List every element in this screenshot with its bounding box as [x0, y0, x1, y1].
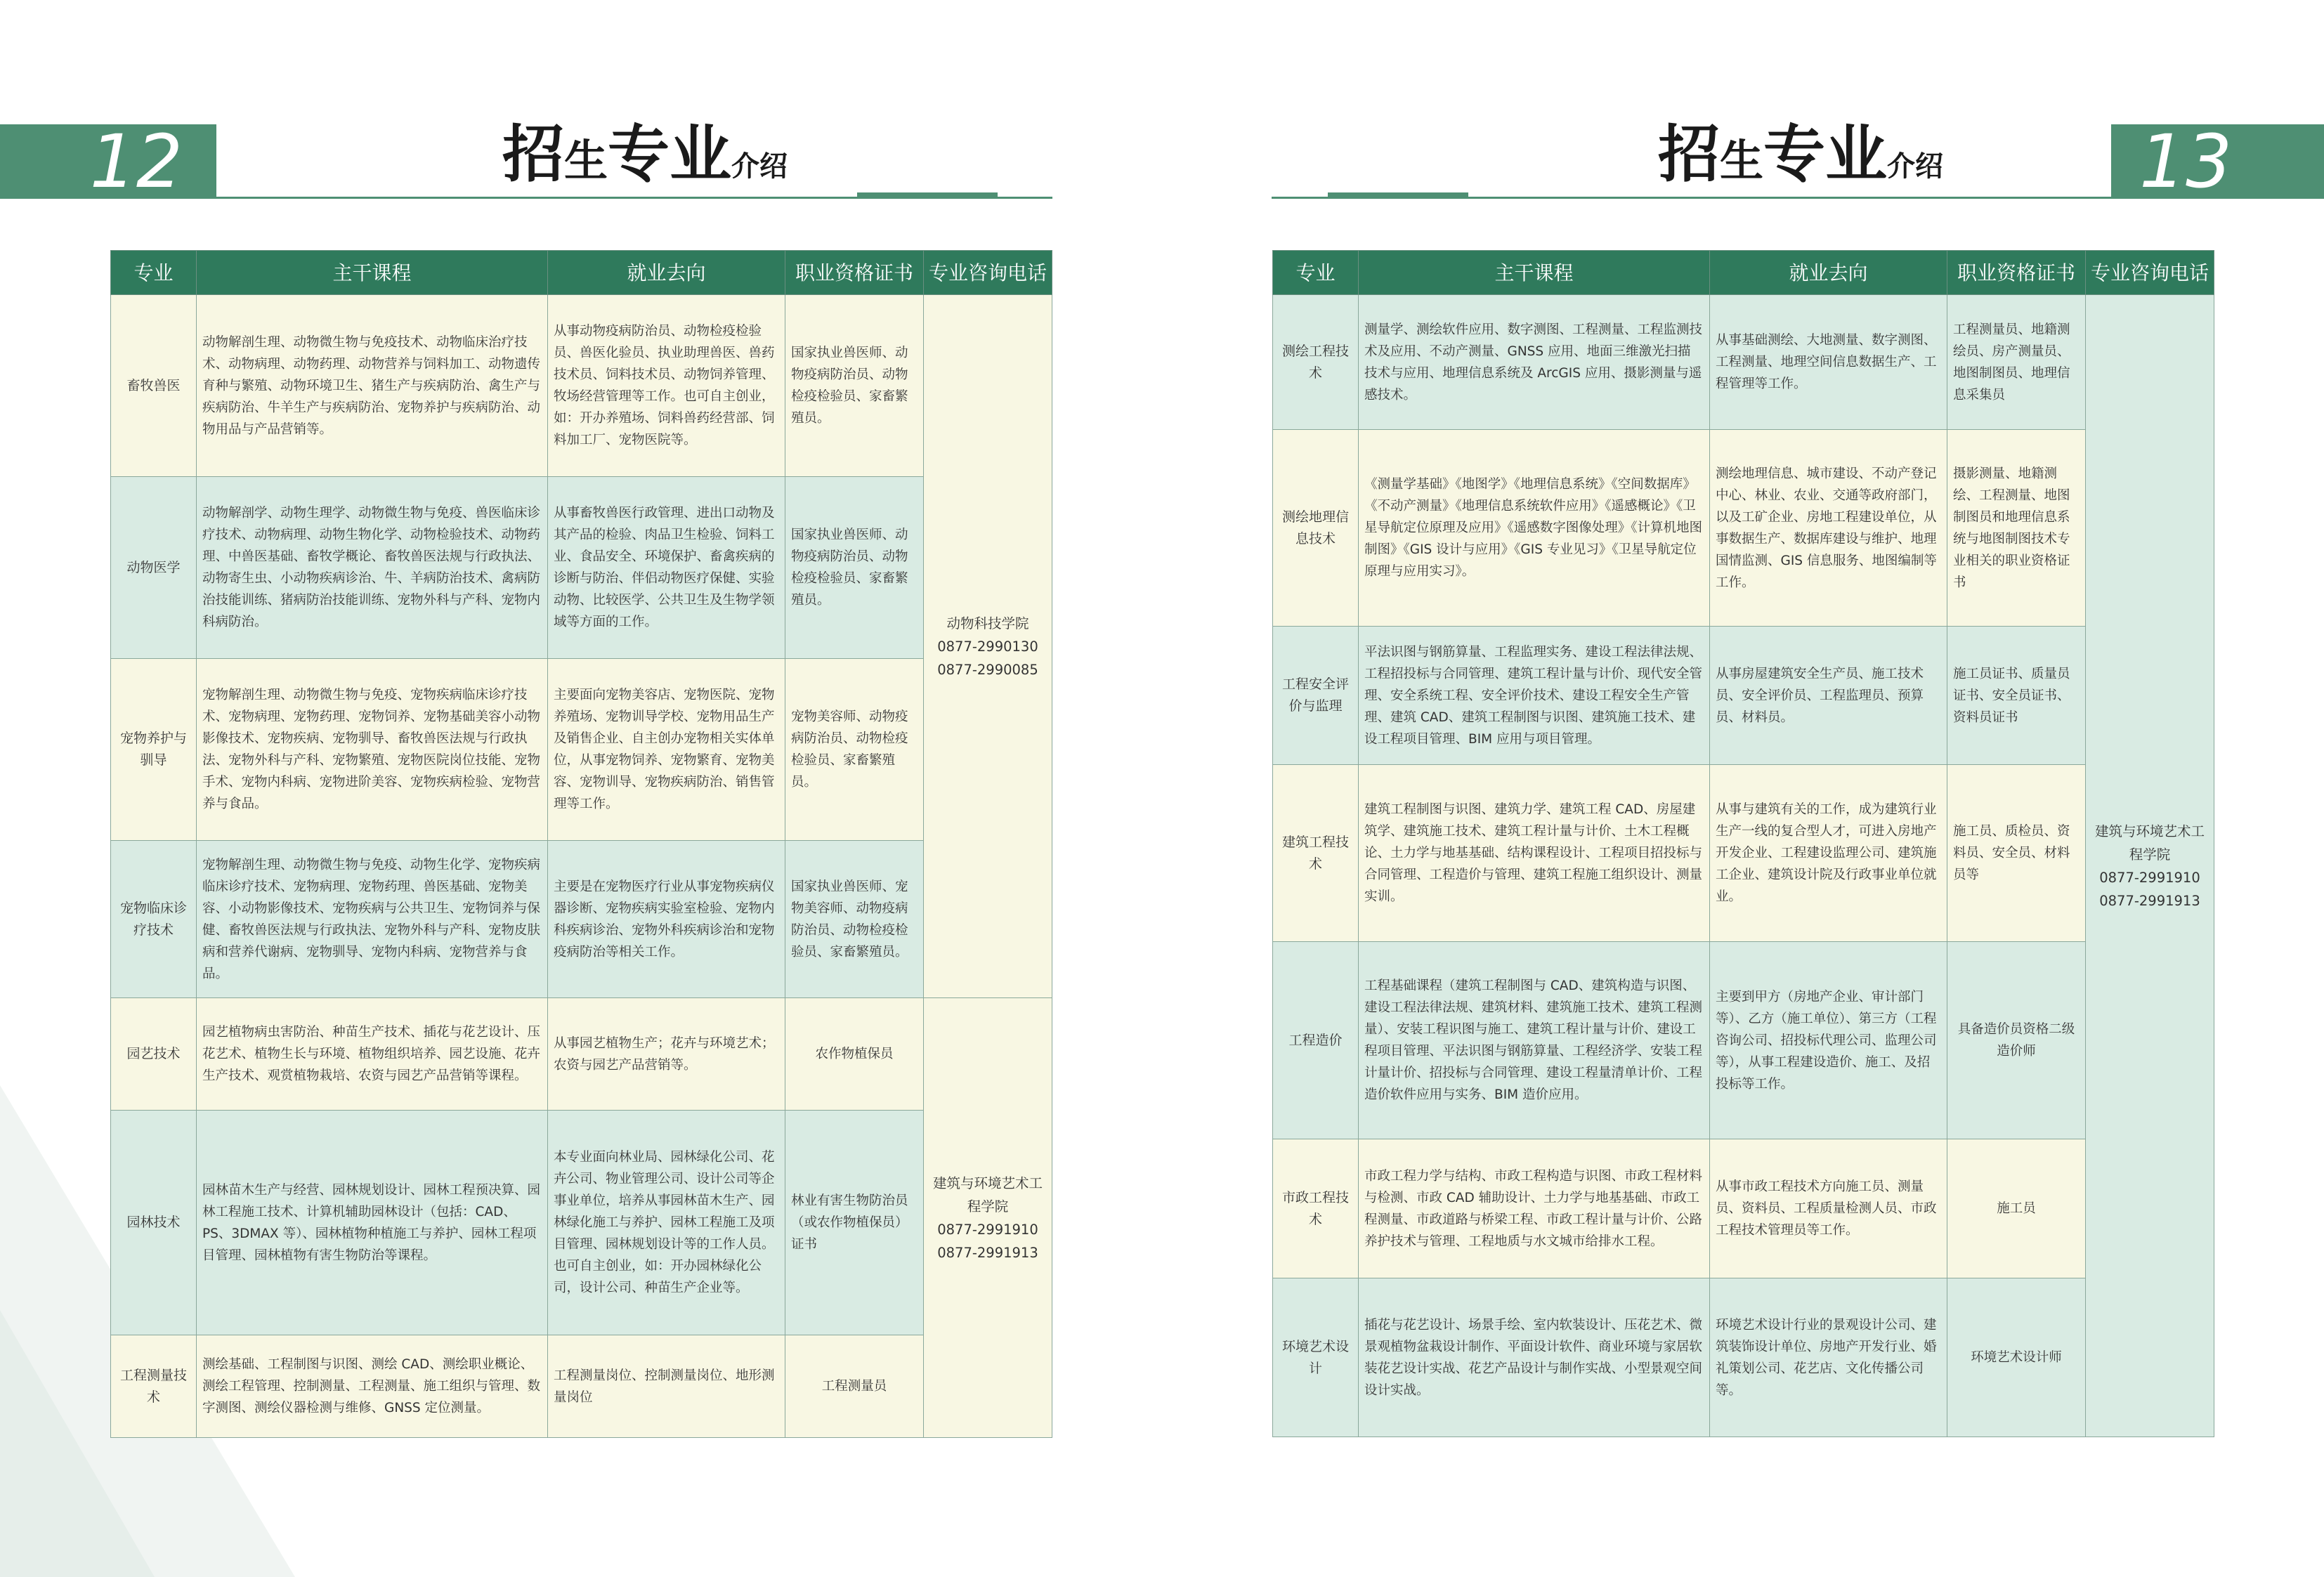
table-row: [111, 295, 1052, 477]
major-cert: 国家执业兽医师、动物疫病防治员、动物检疫检验员、家畜繁殖员。: [785, 477, 924, 659]
major-courses: 插花与花艺设计、场景手绘、室内软装设计、压花艺术、微景观植物盆栽设计制作、平面设计软件、商业环境与家居软装花艺设计实战、花艺产品设计与制作实战、小型景观空间设计实战。: [1359, 1278, 1710, 1437]
major-name: 动物医学: [111, 477, 197, 659]
major-name: 宠物临床诊疗技术: [111, 841, 197, 998]
table-row: [1273, 1278, 2214, 1437]
phone-contact: [2086, 295, 2214, 1437]
header-jobs: 就业去向: [1710, 251, 1947, 295]
major-jobs: 主要是在宠物医疗行业从事宠物疾病仪器诊断、宠物疾病实验室检验、宠物内科疾病诊治、宠物外科疾病诊治和宠物疫病防治等相关工作。: [548, 841, 785, 998]
left-majors-table: [110, 250, 1052, 1438]
table-row: [111, 841, 1052, 998]
table-row: [1273, 1139, 2214, 1278]
major-jobs: 从事与建筑有关的工作，成为建筑行业生产一线的复合型人才，可进入房地产开发企业、工程建设监理公司、建筑施工企业、建筑设计院及行政事业单位就业。: [1710, 765, 1947, 942]
table-row: [111, 1335, 1052, 1438]
header-cert: 职业资格证书: [785, 251, 924, 295]
phone-number: 0877-2991910: [2099, 869, 2200, 886]
major-name: 宠物养护与驯导: [111, 659, 197, 841]
major-name: 市政工程技术: [1273, 1139, 1359, 1278]
right-page-title: 招生专业介绍: [1658, 118, 1944, 190]
header-cert: 职业资格证书: [1947, 251, 2086, 295]
header-courses: 主干课程: [197, 251, 548, 295]
phone-dept: 动物科技学院: [946, 615, 1029, 632]
major-courses: 园林苗木生产与经营、园林规划设计、园林工程预决算、园林工程施工技术、计算机辅助园林设计（包括：CAD、PS、3DMAX 等）、园林植物种植施工与养护、园林工程项目管理、园林植物有害生物防治等课程。: [197, 1111, 548, 1335]
major-jobs: 工程测量岗位、控制测量岗位、地形测量岗位: [548, 1335, 785, 1438]
right-header-accent-bar: [1328, 192, 1468, 199]
table-row: [1273, 627, 2214, 765]
header-jobs: 就业去向: [548, 251, 785, 295]
major-courses: 工程基础课程（建筑工程制图与 CAD、建筑构造与识图、建设工程法律法规、建筑材料、建筑施工技术、建筑工程测量）、安装工程识图与施工、建筑工程计量与计价、建设工程项目管理、平法识图与钢筋算量、工程经济学、安装工程计量计价、招投标与合同管理、建设工程量清单计价、工程造价软件应用与实务、BIM 造价应用。: [1359, 942, 1710, 1139]
major-jobs: 从事市政工程技术方向施工员、测量员、资料员、工程质量检测人员、市政工程技术管理员等工作。: [1710, 1139, 1947, 1278]
major-name: 工程安全评价与监理: [1273, 627, 1359, 765]
table-row: [1273, 430, 2214, 627]
major-courses: 测量学、测绘软件应用、数字测图、工程测量、工程监测技术及应用、不动产测量、GNSS 应用、地面三维激光扫描技术与应用、地理信息系统及 ArcGIS 应用、摄影测量与遥感技术。: [1359, 295, 1710, 430]
major-cert: 工程测量员、地籍测绘员、房产测量员、地图制图员、地理信息采集员: [1947, 295, 2086, 430]
major-cert: 施工员: [1947, 1139, 2086, 1278]
major-courses: 市政工程力学与结构、市政工程构造与识图、市政工程材料与检测、市政 CAD 辅助设计、土力学与地基基础、市政工程测量、市政道路与桥梁工程、市政工程计量与计价、公路养护技术与管理、工程地质与水文城市给排水工程。: [1359, 1139, 1710, 1278]
major-courses: 建筑工程制图与识图、建筑力学、建筑工程 CAD、房屋建筑学、建筑施工技术、建筑工程计量与计价、土木工程概论、土力学与地基基础、结构课程设计、工程项目招投标与合同管理、工程造价与管理、建筑工程施工组织设计、测量实训。: [1359, 765, 1710, 942]
major-cert: 施工员证书、质量员证书、安全员证书、资料员证书: [1947, 627, 2086, 765]
major-courses: 测绘基础、工程制图与识图、测绘 CAD、测绘职业概论、测绘工程管理、控制测量、工程测量、施工组织与管理、数字测图、测绘仪器检测与维修、GNSS 定位测量。: [197, 1335, 548, 1438]
major-courses: 平法识图与钢筋算量、工程监理实务、建设工程法律法规、工程招投标与合同管理、建筑工程计量与计价、现代安全管理、安全系统工程、安全评价技术、建设工程安全生产管理、建筑 CAD、建筑工程制图与识图、建筑施工技术、建设工程项目管理、BIM 应用与项目管理。: [1359, 627, 1710, 765]
major-jobs: 环境艺术设计行业的景观设计公司、建筑装饰设计单位、房地产开发行业、婚礼策划公司、花艺店、文化传播公司等。: [1710, 1278, 1947, 1437]
major-jobs: 从事动物疫病防治员、动物检疫检验员、兽医化验员、执业助理兽医、兽药技术员、饲料技术员、动物饲养管理、牧场经营管理等工作。也可自主创业，如：开办养殖场、饲料兽药经营部、饲料加工厂、宠物医院等。: [548, 295, 785, 477]
major-cert: 摄影测量、地籍测绘、工程测量、地图制图员和地理信息系统与地图制图技术专业相关的职业资格证书: [1947, 430, 2086, 627]
major-jobs: 从事园艺植物生产；花卉与环境艺术；农资与园艺产品营销等。: [548, 998, 785, 1111]
header-courses: 主干课程: [1359, 251, 1710, 295]
left-page-title: 招生专业介绍: [502, 118, 788, 190]
left-page-number: 12: [89, 119, 183, 204]
header-major: 专业: [111, 251, 197, 295]
header-phone: 专业咨询电话: [924, 251, 1052, 295]
major-cert: 农作物植保员: [785, 998, 924, 1111]
table-header-row: [111, 251, 1052, 295]
table-row: [1273, 942, 2214, 1139]
table-row: [1273, 765, 2214, 942]
table-header-row: [1273, 251, 2214, 295]
major-jobs: 主要到甲方（房地产企业、审计部门等）、乙方（施工单位）、第三方（工程咨询公司、招投标代理公司、监理公司等），从事工程建设造价、施工、及招投标等工作。: [1710, 942, 1947, 1139]
phone-dept: 建筑与环境艺术工程学院: [2094, 823, 2205, 863]
major-name: 园艺技术: [111, 998, 197, 1111]
major-courses: 园艺植物病虫害防治、种苗生产技术、插花与花艺设计、压花艺术、植物生长与环境、植物组织培养、园艺设施、花卉生产技术、观赏植物栽培、农资与园艺产品营销等课程。: [197, 998, 548, 1111]
major-jobs: 从事房屋建筑安全生产员、施工技术员、安全评价员、工程监理员、预算员、材料员。: [1710, 627, 1947, 765]
major-jobs: 从事基础测绘、大地测量、数字测图、工程测量、地理空间信息数据生产、工程管理等工作。: [1710, 295, 1947, 430]
major-jobs: 本专业面向林业局、园林绿化公司、花卉公司、物业管理公司、设计公司等企事业单位，培养从事园林苗木生产、园林绿化施工与养护、园林工程施工及项目管理、园林规划设计等的工作人员。也可自主创业，如：开办园林绿化公司，设计公司、种苗生产企业等。: [548, 1111, 785, 1335]
major-courses: 动物解剖生理、动物微生物与免疫技术、动物临床治疗技术、动物病理、动物药理、动物营养与饲料加工、动物遗传育种与繁殖、动物环境卫生、猪生产与疾病防治、禽生产与疾病防治、牛羊生产与疾病防治、宠物养护与疾病防治、动物用品与产品营销等。: [197, 295, 548, 477]
right-majors-table: [1272, 250, 2214, 1437]
phone-number: 0877-2991910: [937, 1221, 1038, 1238]
major-cert: 林业有害生物防治员（或农作物植保员）证书: [785, 1111, 924, 1335]
right-page-number: 13: [2139, 119, 2233, 204]
major-name: 建筑工程技术: [1273, 765, 1359, 942]
table-row: [111, 1111, 1052, 1335]
major-jobs: 从事畜牧兽医行政管理、进出口动物及其产品的检验、肉品卫生检验、饲料工业、食品安全、环境保护、畜禽疾病的诊断与防治、伴侣动物医疗保健、实验动物、比较医学、公共卫生及生物学领域等方面的工作。: [548, 477, 785, 659]
major-cert: 具备造价员资格二级造价师: [1947, 942, 2086, 1139]
major-cert: 宠物美容师、动物疫病防治员、动物检疫检验员、家畜繁殖员。: [785, 659, 924, 841]
table-row: [111, 477, 1052, 659]
phone-number: 0877-2991913: [2099, 892, 2200, 909]
major-jobs: 主要面向宠物美容店、宠物医院、宠物养殖场、宠物训导学校、宠物用品生产及销售企业、自主创办宠物相关实体单位，从事宠物饲养、宠物繁育、宠物美容、宠物训导、宠物疾病防治、销售管理等工作。: [548, 659, 785, 841]
major-cert: 工程测量员: [785, 1335, 924, 1438]
major-cert: 施工员、质检员、资料员、安全员、材料员等: [1947, 765, 2086, 942]
table-row: [111, 998, 1052, 1111]
major-courses: 动物解剖学、动物生理学、动物微生物与免疫、兽医临床诊疗技术、动物病理、动物生物化学、动物检验技术、动物药理、中兽医基础、畜牧学概论、畜牧兽医法规与行政执法、动物寄生虫、小动物疾病诊治、牛、羊病防治技术、禽病防治技能训练、猪病防治技能训练、宠物外科与产科、宠物内科病防治。: [197, 477, 548, 659]
header-major: 专业: [1273, 251, 1359, 295]
right-page-number-tab: [2111, 119, 2324, 204]
major-name: 畜牧兽医: [111, 295, 197, 477]
phone-number: 0877-2990130: [937, 638, 1038, 655]
major-name: 园林技术: [111, 1111, 197, 1335]
major-cert: 国家执业兽医师、动物疫病防治员、动物检疫检验员、家畜繁殖员。: [785, 295, 924, 477]
phone-contact: [924, 295, 1052, 998]
table-row: [111, 659, 1052, 841]
major-cert: 环境艺术设计师: [1947, 1278, 2086, 1437]
major-name: 测绘地理信息技术: [1273, 430, 1359, 627]
major-jobs: 测绘地理信息、城市建设、不动产登记中心、林业、农业、交通等政府部门，以及工矿企业、房地工程建设单位，从事数据生产、数据库建设与维护、地理国情监测、GIS 信息服务、地图编制等工作。: [1710, 430, 1947, 627]
major-courses: 《测量学基础》《地图学》《地理信息系统》《空间数据库》《不动产测量》《地理信息系统软件应用》《遥感概论》《卫星导航定位原理及应用》《遥感数字图像处理》《计算机地图制图》《GIS 设计与应用》《GIS 专业见习》《卫星导航定位原理与应用实习》。: [1359, 430, 1710, 627]
phone-number: 0877-2990085: [937, 661, 1038, 678]
header-phone: 专业咨询电话: [2086, 251, 2214, 295]
phone-dept: 建筑与环境艺术工程学院: [932, 1174, 1043, 1215]
table-row: [1273, 295, 2214, 430]
major-name: 工程造价: [1273, 942, 1359, 1139]
major-name: 环境艺术设计: [1273, 1278, 1359, 1437]
left-header-accent-bar: [857, 192, 998, 199]
major-name: 测绘工程技术: [1273, 295, 1359, 430]
left-page-number-tab: [0, 119, 216, 204]
major-courses: 宠物解剖生理、动物微生物与免疫、宠物疾病临床诊疗技术、宠物病理、宠物药理、宠物饲养、宠物基础美容小动物影像技术、宠物疾病、宠物驯导、畜牧兽医法规与行政执法、宠物外科与产科、宠物繁殖、宠物医院岗位技能、宠物手术、宠物内科病、宠物进阶美容、宠物疾病检验、宠物营养与食品。: [197, 659, 548, 841]
major-cert: 国家执业兽医师、宠物美容师、动物疫病防治员、动物检疫检验员、家畜繁殖员。: [785, 841, 924, 998]
phone-number: 0877-2991913: [937, 1244, 1038, 1261]
major-courses: 宠物解剖生理、动物微生物与免疫、动物生化学、宠物疾病临床诊疗技术、宠物病理、宠物药理、兽医基础、宠物美容、小动物影像技术、宠物疾病与公共卫生、宠物饲养与保健、畜牧兽医法规与行政执法、宠物外科与产科、宠物皮肤病和营养代谢病、宠物驯导、宠物内科病、宠物营养与食品。: [197, 841, 548, 998]
major-name: 工程测量技术: [111, 1335, 197, 1438]
phone-contact: [924, 998, 1052, 1438]
